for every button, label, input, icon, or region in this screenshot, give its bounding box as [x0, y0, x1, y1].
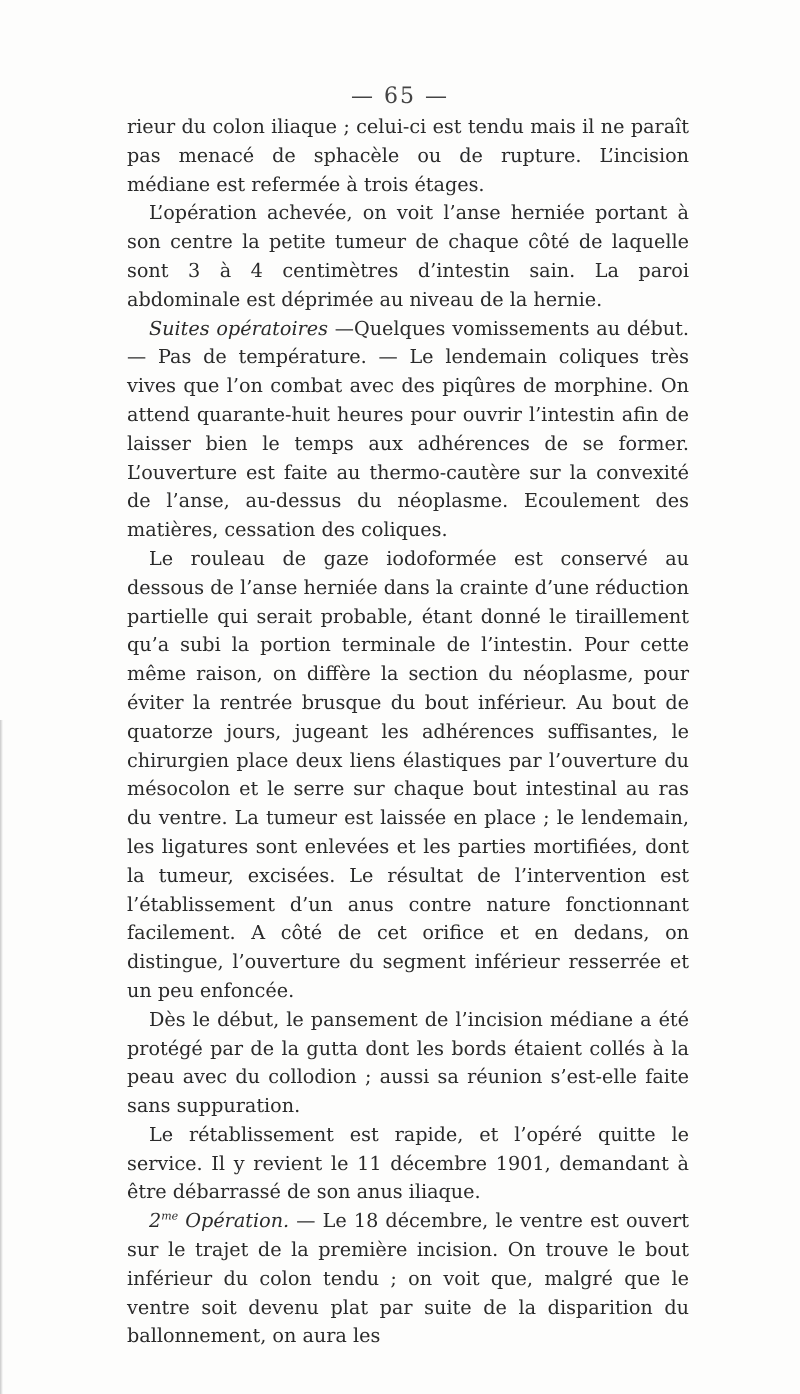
binding-edge-shadow — [0, 720, 3, 1394]
subheading-operation: Opération. — [178, 1209, 290, 1233]
paragraph-3-body: —Quelques vomissements au début. — Pas de température. — Le lendemain coliques très vives que l’on combat avec des piqûres de morphine. On attend quarante-huit heures pour ouvrir l’intestin afin de laisser bien le temps aux adhérences de se former. L’ouverture est faite au thermo-cautère sur la convexité de l’anse, au-dessus du néoplasme. Ecoulement des matières, cessation des coliques. — [127, 316, 689, 542]
paragraph-7-body: — Le 18 décembre, le ventre est ouvert sur le trajet de la première incision. On trouve le bout inférieur du colon tendu ; on voit que, malgré que le ventre soit devenu plat par suite de la disparition du ballonnement, on aura les — [127, 1209, 689, 1348]
operation-ordinal-suffix: me — [161, 1209, 179, 1223]
paragraph-3 — [127, 315, 689, 545]
page-number: — 65 — — [351, 84, 449, 109]
subheading-operation-number — [149, 1209, 289, 1232]
paragraph-2: L’opération achevée, on voit l’anse herniée portant à son centre la petite tumeur de chaque côté de laquelle sont 3 à 4 centimètres d’intestin sain. La paroi abdominale est déprimée au niveau de la hernie. — [127, 201, 689, 311]
paragraph-5: Dès le début, le pansement de l’incision médiane a été protégé par de la gutta dont les bords étaient collés à la peau avec du collodion ; aussi sa réunion s’est-elle faite sans suppuration. — [127, 1007, 689, 1118]
paragraph-4: Le rouleau de gaze iodoformée est conservé au dessous de l’anse herniée dans la crainte d’une réduction partielle qui serait probable, étant donné le tiraillement qu’a subi la portion terminale de l’intestin. Pour cette même raison, on diffère la section du néoplasme, pour éviter la rentrée brusque du bout inférieur. Au bout de quatorze jours, jugeant les adhérences suffisantes, le chirurgien place deux liens élastiques par l’ouverture du mésocolon et le serre sur chaque bout intestinal au ras du ventre. La tumeur est laissée en place ; le lendemain, les ligatures sont enlevées et les parties mortifiées, dont la tumeur, excisées. Le résultat de l’intervention est l’établissement d’un anus contre nature fonctionnant facilement. A côté de cet orifice et en dedans, on distingue, l’ouverture du segment inférieur resserrée et un peu enfoncée. — [127, 546, 689, 1002]
paragraph-1: rieur du colon iliaque ; celui-ci est tendu mais il ne paraît pas menacé de sphacèle ou de rupture. L’incision médiane est refermée à trois étages. — [127, 115, 689, 196]
operation-ordinal: 2 — [149, 1209, 162, 1233]
subheading-suites-operatoires: Suites opératoires — [149, 316, 328, 340]
paragraph-7 — [127, 1207, 689, 1351]
paragraph-6: Le rétablissement est rapide, et l’opéré quitte le service. Il y revient le 11 décembre 1901, demandant à être débarrassé de son anus iliaque. — [127, 1122, 689, 1204]
body-text — [127, 113, 689, 1351]
